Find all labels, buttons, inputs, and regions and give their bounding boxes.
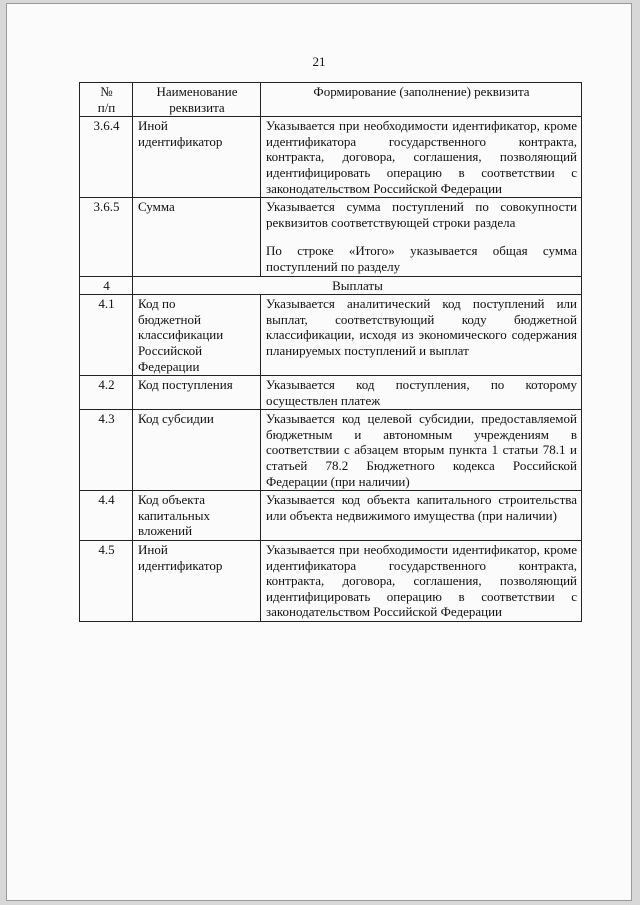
description-paragraph: Указывается аналитический код поступлений или выплат, соответствующий коду бюджетной классификации, исходя из экономического содержания планируемых поступлений и выплат [266, 296, 577, 358]
document-page [6, 3, 632, 901]
requisite-description [261, 117, 582, 198]
header-formation [261, 83, 582, 117]
page-number: 21 [312, 54, 326, 69]
header-num [80, 83, 133, 117]
requisite-description [261, 376, 582, 410]
section-title: Выплаты [133, 276, 582, 295]
description-paragraph: Указывается сумма поступлений по совокупности реквизитов соответствующей строки раздела [266, 199, 577, 230]
row-number: 4.1 [80, 295, 133, 376]
table-header-row [80, 83, 582, 117]
header-num-text: № п/п [97, 84, 116, 115]
section-row [80, 276, 582, 295]
row-number: 4.3 [80, 410, 133, 491]
header-name-text: Наименование реквизита [156, 84, 238, 115]
section-number: 4 [80, 276, 133, 295]
requisite-name: Код субсидии [133, 410, 261, 491]
requisites-table [79, 82, 582, 622]
description-paragraph: Указывается при необходимости идентификатор, кроме идентификатора государственного контракта, контракта, договора, соглашения, позволяющий идентифицировать операцию в соответствии с законодательством Российской Федерации [266, 118, 577, 196]
requisite-description [261, 198, 582, 276]
header-formation-text: Формирование (заполнение) реквизита [313, 84, 530, 99]
requisite-name: Сумма [133, 198, 261, 276]
description-paragraph: По строке «Итого» указывается общая сумма поступлений по разделу [266, 243, 577, 274]
requisite-description [261, 295, 582, 376]
row-number: 4.5 [80, 541, 133, 622]
table-row [80, 541, 582, 622]
requisite-description [261, 541, 582, 622]
requisite-description [261, 410, 582, 491]
requisite-description [261, 491, 582, 541]
table-row [80, 295, 582, 376]
header-name [133, 83, 261, 117]
table-row [80, 117, 582, 198]
table-body [80, 117, 582, 622]
table-row [80, 410, 582, 491]
table-row [80, 198, 582, 276]
row-number: 3.6.5 [80, 198, 133, 276]
description-paragraph: Указывается код целевой субсидии, предоставляемой бюджетным и автономным учреждениям в соответствии с абзацем вторым пункта 1 статьи 78.1 и статьей 78.2 Бюджетного кодекса Российской Федерации (при наличии) [266, 411, 577, 489]
requisite-name: Иной идентификатор [133, 117, 261, 198]
requisite-name: Код по бюджетной классификации Российской Федерации [133, 295, 261, 376]
row-number: 3.6.4 [80, 117, 133, 198]
row-number: 4.4 [80, 491, 133, 541]
description-paragraph: Указывается код поступления, по которому осуществлен платеж [266, 377, 577, 408]
table-row [80, 491, 582, 541]
description-paragraph: Указывается при необходимости идентификатор, кроме идентификатора государственного контракта, контракта, договора, соглашения, позволяющий идентифицировать операцию в соответствии с законодательством Российской Федерации [266, 542, 577, 620]
description-paragraph: Указывается код объекта капитального строительства или объекта недвижимого имущества (при наличии) [266, 492, 577, 523]
requisite-name: Код поступления [133, 376, 261, 410]
table-row [80, 376, 582, 410]
row-number: 4.2 [80, 376, 133, 410]
requisite-name: Иной идентификатор [133, 541, 261, 622]
requisite-name: Код объекта капитальных вложений [133, 491, 261, 541]
